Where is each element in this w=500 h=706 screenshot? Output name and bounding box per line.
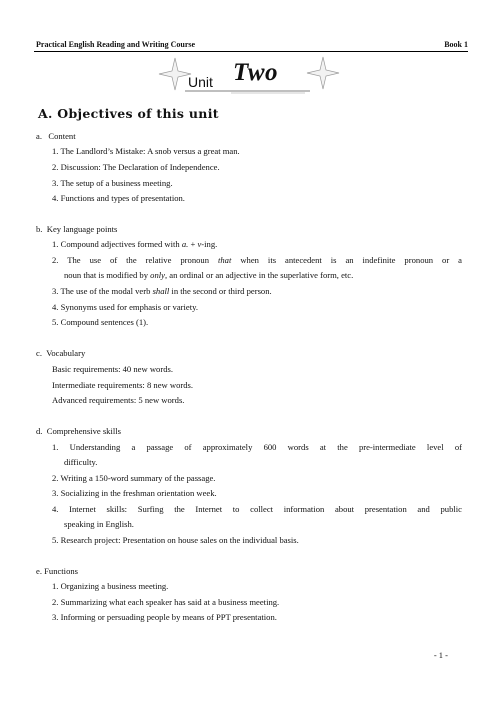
item-text: 2. The use of the relative pronoun [52, 255, 218, 265]
list-item [52, 286, 272, 297]
list-item: 2. Discussion: The Declaration of Independence. [52, 162, 220, 172]
content-heading: a. Content [36, 131, 76, 141]
item-text: noun that is modified by [64, 270, 151, 280]
left-sparkle-icon [159, 58, 191, 90]
page-number: - 1 - [433, 650, 448, 660]
list-item-continuation: speaking in English. [64, 519, 134, 529]
right-sparkle-icon [307, 57, 339, 89]
list-item: 4. Synonyms used for emphasis or variety. [52, 302, 198, 312]
unit-number: Two [233, 59, 279, 86]
unit-title [155, 54, 340, 98]
list-item: Basic requirements: 40 new words. [52, 364, 174, 374]
list-item: 1. Understanding a passage of approximately 600 words at the pre-intermediate level of [52, 442, 462, 452]
item-emphasis: only [150, 270, 165, 280]
list-item: 4. Internet skills: Surfing the Internet to collect information about presentation and public [52, 504, 462, 514]
item-emphasis: a. [181, 239, 189, 249]
item-text: , an ordinal or an adjective in the superlative form, etc. [164, 270, 354, 280]
item-text: 3. The use of the modal verb [52, 286, 153, 296]
item-emphasis: v [197, 239, 202, 249]
item-text: in the second or third person. [169, 286, 272, 296]
item-text: -ing. [201, 239, 218, 249]
item-emphasis: shall [152, 286, 170, 296]
vocabulary-heading: c. Vocabulary [36, 348, 86, 358]
list-item-continuation [64, 270, 353, 281]
unit-label: Unit [188, 74, 213, 90]
list-item-continuation: difficulty. [64, 457, 98, 467]
list-item: 3. Informing or persuading people by means of PPT presentation. [52, 612, 277, 622]
item-text: + [188, 239, 198, 249]
functions-heading: e. Functions [36, 566, 79, 576]
list-item: 5. Research project: Presentation on house sales on the individual basis. [52, 535, 299, 545]
list-item [52, 255, 462, 266]
list-item [52, 239, 217, 250]
header-book-number: Book 1 [444, 40, 468, 49]
list-item: 2. Writing a 150-word summary of the passage. [52, 473, 216, 483]
skills-heading: d. Comprehensive skills [36, 426, 121, 436]
list-item: 1. Organizing a business meeting. [52, 581, 169, 591]
key-language-heading: b. Key language points [36, 224, 118, 234]
item-text: 1. Compound adjectives formed with [52, 239, 182, 249]
list-item: Intermediate requirements: 8 new words. [52, 380, 194, 390]
list-item: 5. Compound sentences (1). [52, 317, 149, 327]
list-item: 3. Socializing in the freshman orientation week. [52, 488, 217, 498]
list-item: Advanced requirements: 5 new words. [52, 395, 185, 405]
list-item: 2. Summarizing what each speaker has said at a business meeting. [52, 597, 280, 607]
header-course-title: Practical English Reading and Writing Course [36, 40, 196, 49]
item-emphasis: that [218, 255, 232, 265]
list-item: 4. Functions and types of presentation. [52, 193, 185, 203]
item-text: when its antecedent is an indefinite pronoun or a [231, 255, 462, 265]
list-item: 3. The setup of a business meeting. [52, 178, 173, 188]
section-heading: A. Objectives of this unit [38, 106, 219, 121]
header-rule [34, 51, 468, 52]
list-item: 1. The Landlord’s Mistake: A snob versus a great man. [52, 146, 240, 156]
